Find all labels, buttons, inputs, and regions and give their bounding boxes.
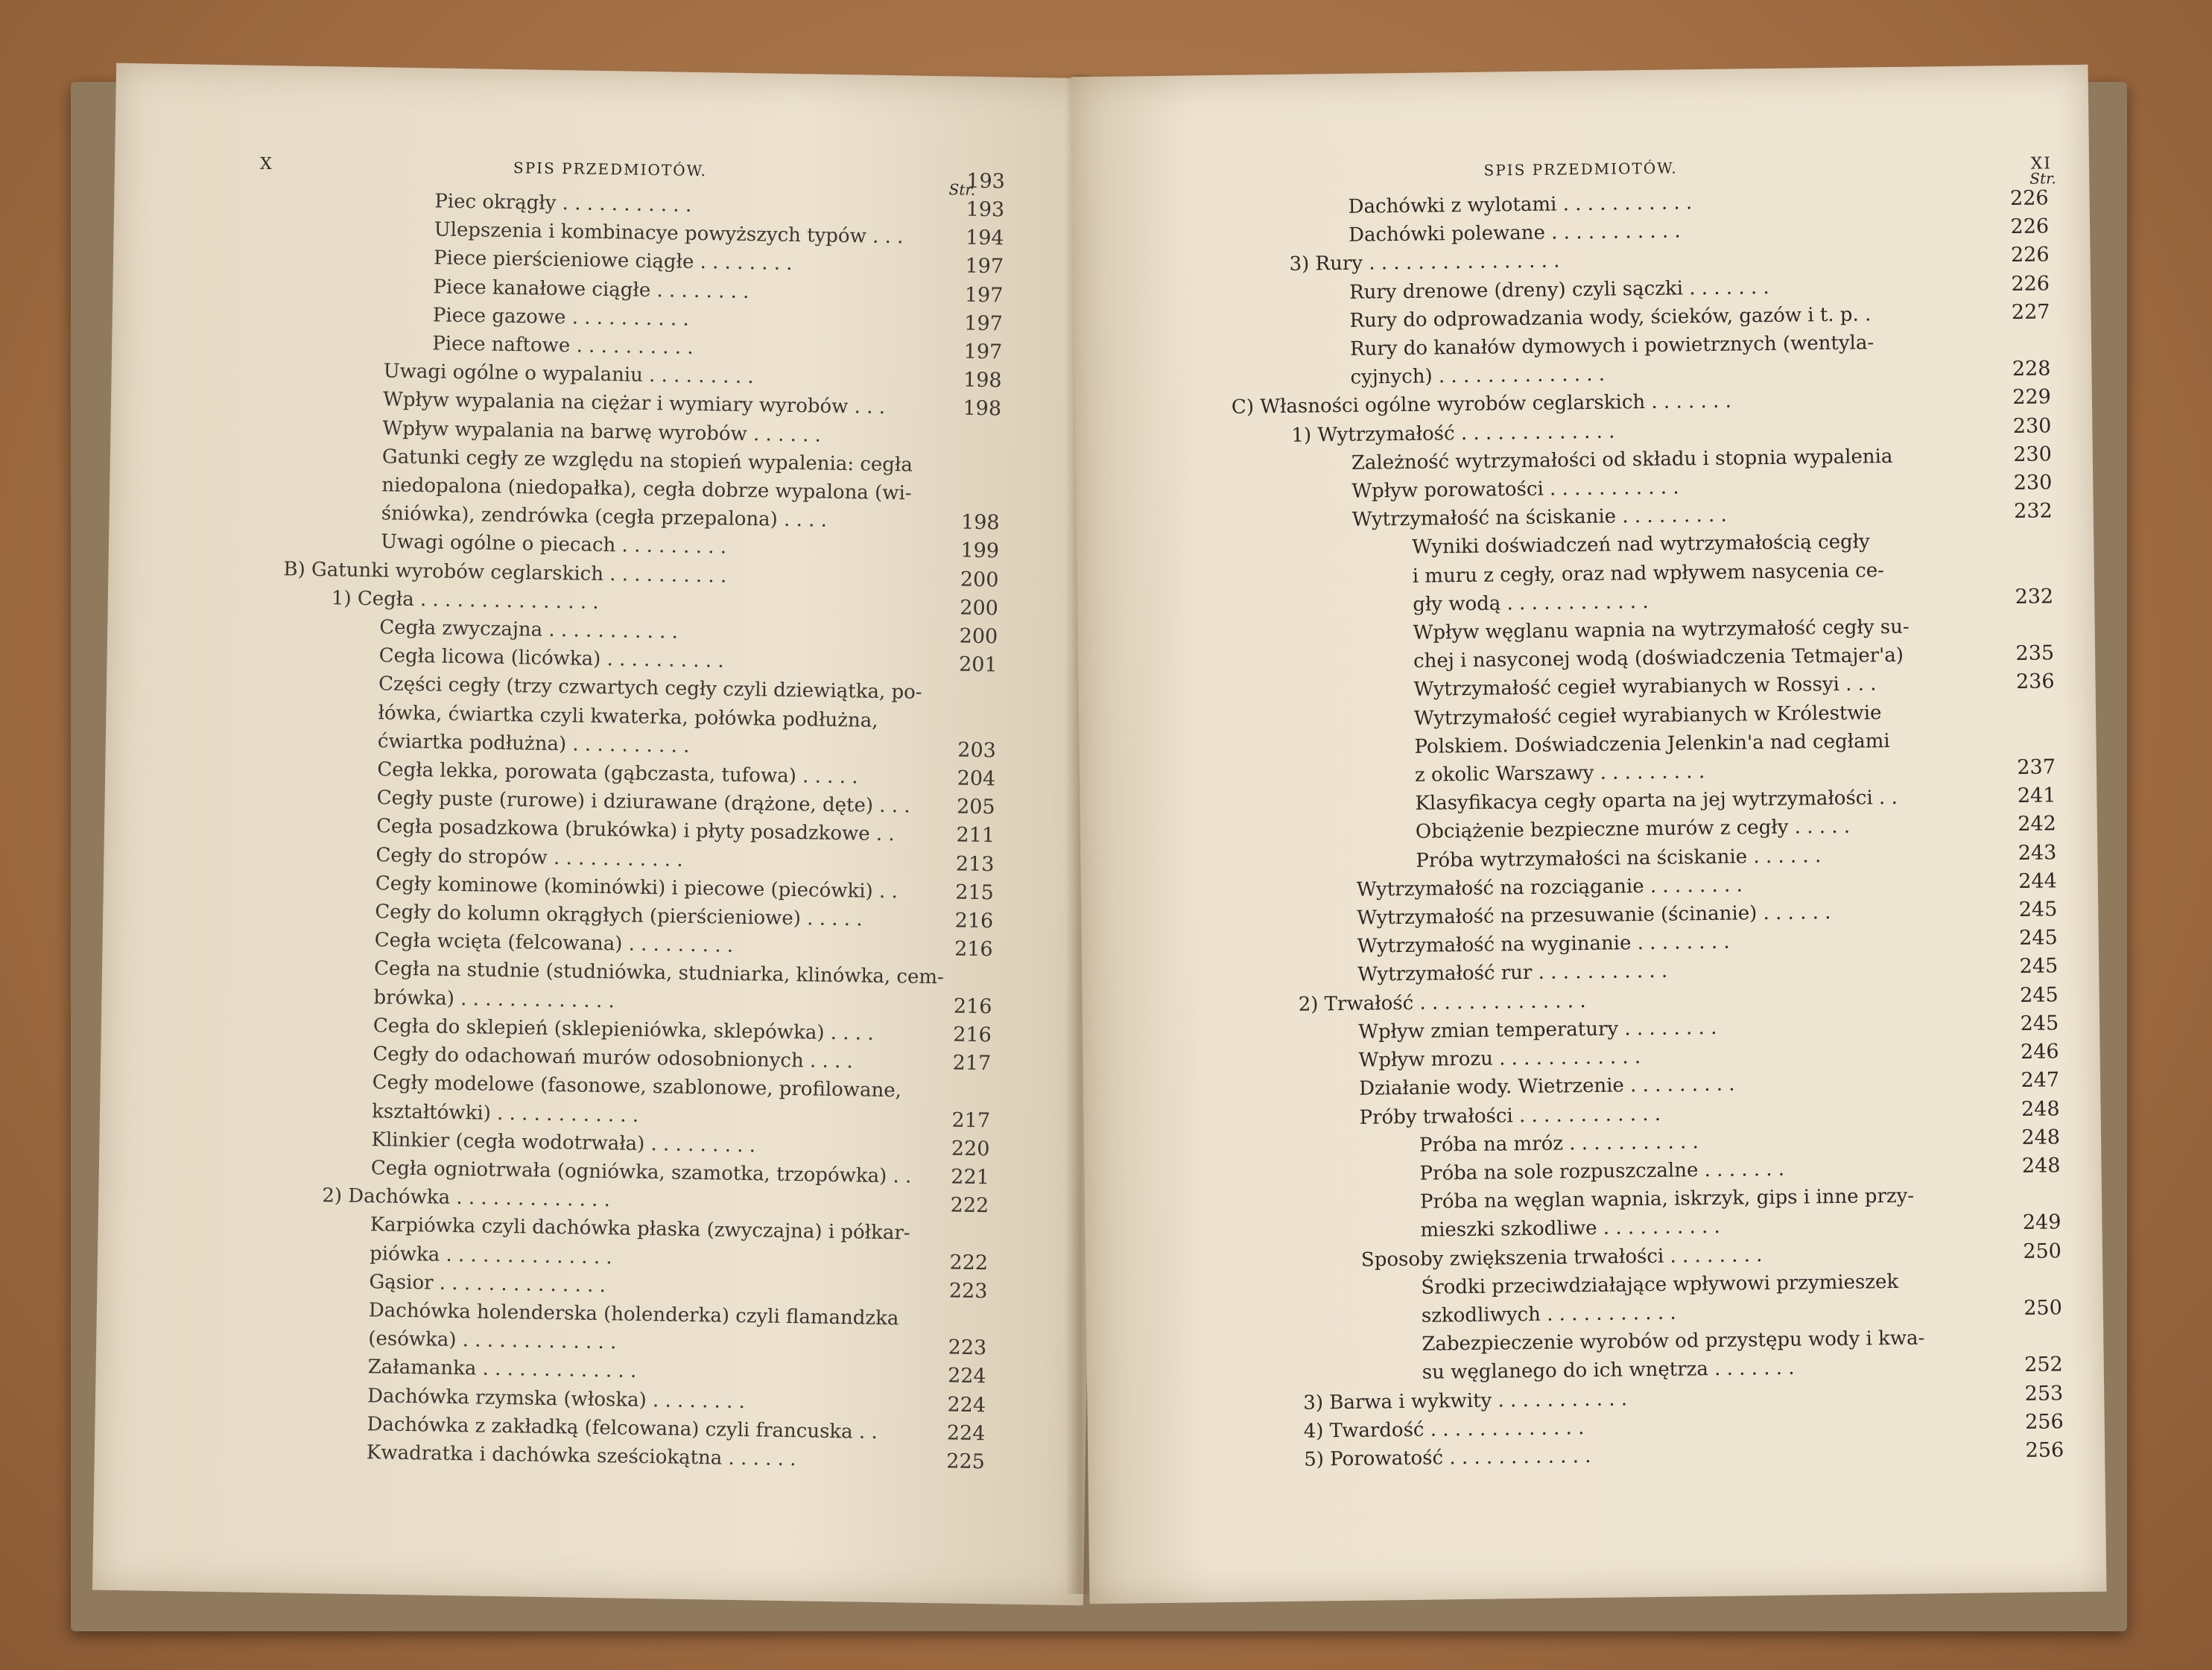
toc-entry-title: Cegły puste (rurowe) i dziurawane (drążone, dęte) . . . [376, 787, 910, 818]
left-running-head: SPIS PRZEDMIOTÓW. [513, 159, 708, 180]
toc-entry-title: Zależność wytrzymałości od składu i stopnia wypalenia [1351, 445, 1893, 474]
right-page-number: XI [2030, 154, 2053, 174]
toc-entry-page: 222 [949, 1250, 989, 1274]
toc-entry-title: 2) Dachówka . . . . . . . . . . . . . [322, 1184, 611, 1212]
toc-entry-title: 4) Twardość . . . . . . . . . . . . . [1303, 1416, 1585, 1443]
toc-entry-page: 243 [2018, 841, 2057, 865]
toc-entry-page: 225 [946, 1450, 986, 1474]
toc-entry-title: Dachówka rzymska (włoska) . . . . . . . . [367, 1384, 746, 1413]
toc-entry-page: 200 [960, 596, 999, 620]
toc-entry-page: 245 [2019, 983, 2059, 1007]
toc-entry-page: 200 [959, 624, 998, 649]
toc-entry-title: Cegła posadzkowa (brukówka) i płyty posadzkowe . . [375, 815, 895, 846]
toc-entry-title: Cegły do odachowań murów odosobnionych . . . . [373, 1043, 854, 1073]
toc-entry-title: Cegła zwyczajna . . . . . . . . . . . [379, 616, 679, 644]
toc-entry-page: 230 [2013, 442, 2053, 466]
toc-entry-page: 245 [2019, 954, 2059, 979]
toc-entry-page: 230 [2013, 471, 2053, 495]
toc-entry-title: Wpływ mrozu . . . . . . . . . . . . [1358, 1046, 1641, 1072]
toc-entry-title: Cegła licowa (licówka) . . . . . . . . . . [378, 644, 724, 673]
toc-entry-title: Cegły kominowe (kominówki) i piecowe (piecówki) . . [375, 872, 898, 904]
toc-entry [106, 666, 998, 765]
toc-entry-page: 200 [960, 568, 999, 592]
toc-entry-title: Uwagi ogólne o wypalaniu . . . . . . . . . [383, 360, 754, 389]
toc-entry-page: 211 [956, 823, 995, 848]
toc-entry-title: Obciążenie bezpieczne murów z cegły . . . . . [1415, 816, 1851, 844]
left-page-header [115, 153, 1106, 180]
toc-entry-page: 216 [954, 909, 994, 933]
toc-entry-page: 224 [946, 1421, 986, 1445]
toc-entry-page: 241 [2017, 784, 2056, 808]
toc-entry-title: Ulepszenia i kombinacye powyższych typów . . . [434, 218, 904, 249]
toc-entry-title: Piece gazowe . . . . . . . . . . [432, 304, 689, 331]
toc-entry-title: Wpływ węglanu wapnia na wytrzymałość cegły su- chej i nasyconej wodą (doświadczenia Tetmajer'a) [1413, 615, 1910, 673]
toc-entry-page: 232 [2014, 499, 2053, 524]
toc-entry-title: Wyniki doświadczeń nad wytrzymałością cegły i muru z cegły, oraz nad wpływem nasycenia ce- gły wodą . . . . . . . . . . . . [1412, 530, 1885, 616]
toc-entry-page: 197 [964, 311, 1004, 336]
toc-entry-page: 245 [2019, 926, 2058, 950]
toc-entry-title: Dachówki z wylotami . . . . . . . . . . . [1348, 191, 1693, 218]
toc-entry-title: Próba na mróz . . . . . . . . . . . [1419, 1130, 1699, 1157]
toc-entry-title: Piece pierścieniowe ciągłe . . . . . . . . [433, 247, 793, 276]
toc-entry-title: 3) Rury . . . . . . . . . . . . . . . . [1289, 250, 1560, 276]
toc-entry-page: 252 [2024, 1353, 2063, 1377]
toc-entry-page: 194 [965, 226, 1004, 250]
toc-entry-title: 2) Trwałość . . . . . . . . . . . . . . [1298, 989, 1586, 1016]
toc-entry-page: 216 [954, 937, 993, 962]
toc-entry-page: 249 [2022, 1210, 2062, 1235]
toc-entry-page: 221 [951, 1165, 990, 1190]
toc-entry-title: Cegły do stropów . . . . . . . . . . . [375, 843, 683, 871]
toc-entry-page: 198 [960, 510, 1000, 535]
toc-entry-title: Wpływ wypalania na barwę wyrobów . . . . . . [382, 416, 822, 447]
toc-entry-title: Karpiówka czyli dachówka płaska (zwyczajna) i półkar- piówka . . . . . . . . . . . . . . [369, 1213, 910, 1269]
toc-entry-title: Cegła ogniotrwała (ogniówka, szamotka, trzopówka) . . [370, 1157, 912, 1188]
toc-entry-title: Klasyfikacya cegły oparta na jej wytrzymałości . . [1415, 787, 1898, 816]
toc-entry-title: Cegła do sklepień (sklepieniówka, sklepówka) . . . . [373, 1015, 874, 1045]
toc-entry-title: B) Gatunki wyrobów ceglarskich . . . . . . . . . . [283, 557, 727, 588]
toc-entry-title: Rury do kanałów dymowych i powietrznych (wentyla- cyjnych) . . . . . . . . . . . . . . [1349, 331, 1875, 390]
toc-entry-page: 197 [965, 255, 1004, 279]
toc-entry-title: Dachówka z zakładką (felcowana) czyli francuska . . [367, 1412, 878, 1444]
toc-entry-title: Piece naftowe . . . . . . . . . . [432, 332, 694, 359]
toc-entry-page: 245 [2018, 898, 2058, 922]
toc-entry-title: Rury drenowe (dreny) czyli sączki . . . . . . . [1349, 276, 1769, 304]
toc-entry-title: Wytrzymałość na przesuwanie (ścinanie) . . . . . . [1357, 901, 1831, 930]
toc-entry-title: Wytrzymałość rur . . . . . . . . . . . [1357, 960, 1668, 987]
toc-entry-title: Kwadratka i dachówka sześciokątna . . . . . . [366, 1441, 796, 1471]
toc-entry-page: 203 [957, 738, 997, 763]
toc-entry-title: Cegły modelowe (fasonowe, szablonowe, profilowane, kształtówki) . . . . . . . . . . . . [371, 1071, 902, 1127]
toc-entry-page: 245 [2020, 1012, 2059, 1035]
toc-entry-page: 226 [2011, 271, 2050, 296]
toc-entry-page: 198 [963, 368, 1002, 393]
toc-entry-page: 235 [2015, 641, 2055, 666]
toc-entry-title: 1) Cegła . . . . . . . . . . . . . . . [331, 587, 599, 614]
toc-entry-page: 256 [2025, 1438, 2064, 1462]
toc-entry-title: Zabezpieczenie wyrobów od przystępu wody i kwa- su węglanego do ich wnętrza . . . . . . . [1422, 1327, 1925, 1385]
toc-entry-page: 250 [2023, 1239, 2062, 1263]
toc-entry-title: Wytrzymałość cegieł wyrabianych w Rossyi . . . [1413, 673, 1877, 702]
toc-entry-title: Próba na sole rozpuszczalne . . . . . . . [1419, 1158, 1785, 1185]
toc-entry-title: Cegły do kolumn okrągłych (pierścieniowe) . . . . . [375, 901, 863, 931]
toc-entry-page: 216 [953, 994, 992, 1018]
right-page [1071, 65, 2107, 1604]
toc-entry-title: 1) Wytrzymałość . . . . . . . . . . . . . [1291, 420, 1615, 447]
toc-entry-title: Dachówki polewane . . . . . . . . . . . [1348, 220, 1681, 247]
toc-entry-title: 3) Barwa i wykwity . . . . . . . . . . . [1303, 1387, 1628, 1415]
toc-entry-page: 226 [2009, 186, 2049, 211]
toc-entry-title: C) Własności ogólne wyrobów ceglarskich . . . . . . . [1231, 390, 1732, 419]
toc-entry-page: 220 [951, 1137, 990, 1161]
toc-entry-page: 232 [2015, 585, 2054, 609]
toc-entry-title: Środki przeciwdziałające wpływowi przymieszek szkodliwych . . . . . . . . . . . [1421, 1270, 1899, 1327]
toc-entry-title: Piec okrągły . . . . . . . . . . . [434, 190, 692, 217]
toc-entry-page: 230 [2012, 414, 2052, 438]
left-page-number: X [259, 154, 273, 174]
toc-entry [1079, 696, 2056, 794]
toc-entry-title: Cegła na studnie (studniówka, studniarka, klinówka, cem- brówka) . . . . . . . . . . . . . [373, 957, 945, 1013]
toc-entry-title: Wytrzymałość na wyginanie . . . . . . . . [1357, 930, 1730, 959]
toc-entry-title: Wytrzymałość na rozciąganie . . . . . . . . [1356, 874, 1743, 901]
toc-entry-page: 224 [947, 1392, 986, 1417]
toc-entry-title: Piece kanałowe ciągłe . . . . . . . . [433, 276, 750, 303]
toc-entry-page: 244 [2018, 869, 2058, 893]
toc-entry-title: Cegła wcięta (felcowana) . . . . . . . . . [374, 929, 734, 958]
toc-entry-title: Części cegły (trzy czwartych cegły czyli dziewiątka, po- łówka, ćwiartka czyli kwaterka, połówka podłużna, ćwiartka podłużna) . . . . . . . . . . [377, 673, 922, 758]
toc-entry-page: 216 [953, 1023, 992, 1047]
toc-entry-title: Uwagi ogólne o piecach . . . . . . . . . [380, 530, 727, 559]
toc-entry-title: Wpływ zmian temperatury . . . . . . . . [1358, 1016, 1717, 1044]
toc-entry-page: 197 [964, 283, 1004, 308]
toc-entry-title: Wytrzymałość cegieł wyrabianych w Królestwie Polskiem. Doświadczenia Jelenkin'a nad cegłami z okolic Warszawy . . . . . . . . . [1413, 701, 1890, 787]
toc-entry-page: 242 [2018, 812, 2057, 836]
left-str-label: Str. [948, 180, 976, 199]
toc-entry-page: 226 [2010, 215, 2050, 239]
toc-entry-page: 246 [2020, 1040, 2059, 1064]
toc-entry-title: Klinkier (cegła wodotrwała) . . . . . . . . . [371, 1128, 756, 1158]
toc-entry-title: Załamanka . . . . . . . . . . . . . [367, 1356, 637, 1383]
toc-entry-page: 253 [2024, 1381, 2064, 1406]
toc-entry-page: 213 [955, 852, 995, 876]
toc-entry-page: 223 [948, 1336, 987, 1360]
toc-entry-title: Wpływ wypalania na ciężar i wymiary wyrobów . . . [382, 388, 886, 419]
toc-entry [109, 438, 1001, 537]
toc-entry-title: Próba wytrzymałości na ściskanie . . . . . . [1416, 844, 1822, 872]
right-running-head: SPIS PRZEDMIOTÓW. [1483, 159, 1678, 180]
toc-entry-page: 217 [951, 1108, 991, 1132]
toc-entry-title: Gąsior . . . . . . . . . . . . . . [369, 1270, 606, 1297]
toc-entry-title: Wpływ porowatości . . . . . . . . . . . [1351, 476, 1679, 503]
toc-entry-page: 237 [2017, 755, 2056, 780]
toc-entry-page: 204 [957, 766, 996, 791]
toc-entry-page: 226 [2010, 243, 2050, 267]
toc-entry-page: 199 [960, 539, 1000, 563]
toc-entry-title: 5) Porowatość . . . . . . . . . . . . [1304, 1444, 1591, 1471]
toc-entry-page: 229 [2012, 385, 2052, 410]
toc-entry-page: 247 [2021, 1068, 2060, 1093]
toc-entry-page: 256 [2024, 1410, 2064, 1434]
toc-entry-page: 250 [2024, 1296, 2063, 1320]
toc-entry-title: Cegła lekka, porowata (gąbczasta, tufowa) . . . . . [377, 758, 858, 789]
toc-entry-title: Wytrzymałość na ściskanie . . . . . . . . . [1351, 504, 1728, 532]
toc-entry-page: 193 [966, 197, 1005, 222]
toc-entry-page: 223 [948, 1279, 988, 1303]
left-page [92, 63, 1107, 1606]
toc-entry-page: 236 [2015, 670, 2055, 694]
toc-entry-page: 198 [963, 397, 1002, 421]
toc-entry-title: Dachówka holenderska (holenderka) czyli flamandzka (esówka) . . . . . . . . . . . . . [368, 1299, 899, 1354]
right-toc-list [1072, 184, 2105, 1477]
toc-entry-page: 201 [958, 653, 998, 677]
toc-entry-title: Rury do odprowadzania wody, ścieków, gazów i t. p. . [1349, 303, 1872, 332]
toc-entry-page: 205 [956, 795, 995, 819]
toc-entry-title: Próby trwałości . . . . . . . . . . . . [1359, 1102, 1661, 1129]
toc-entry-page: 248 [2021, 1125, 2061, 1149]
toc-entry-page: 224 [947, 1364, 986, 1388]
toc-entry [1077, 526, 2053, 623]
toc-entry-page: 248 [2021, 1096, 2060, 1121]
toc-entry-page: 197 [963, 340, 1003, 364]
toc-entry-title: Próba na węglan wapnia, iskrzyk, gips i inne przy- mieszki szkodliwe . . . . . . . . . . [1419, 1184, 1915, 1242]
toc-entry-page: 222 [950, 1193, 989, 1218]
toc-entry-title: Gatunki cegły ze względu na stopień wypalenia: cegła niedopalona (niedopałka), cegła dobrze wypalona (wi- śniówka), zendrówka (cegła przepalona) . . . . [381, 445, 913, 532]
toc-entry-page: 248 [2021, 1154, 2061, 1178]
toc-entry-page: 215 [955, 880, 995, 905]
toc-entry-page: 228 [2012, 357, 2051, 381]
toc-entry-page: 217 [952, 1051, 992, 1076]
toc-entry-page: 227 [2011, 300, 2050, 324]
toc-entry-title: Sposoby zwiększenia trwałości . . . . . . . . [1360, 1243, 1763, 1271]
toc-entry-page: 193 [966, 169, 1006, 194]
right-str-label: Str. [2029, 169, 2056, 188]
toc-entry-title: Działanie wody. Wietrzenie . . . . . . . . . [1358, 1073, 1735, 1101]
